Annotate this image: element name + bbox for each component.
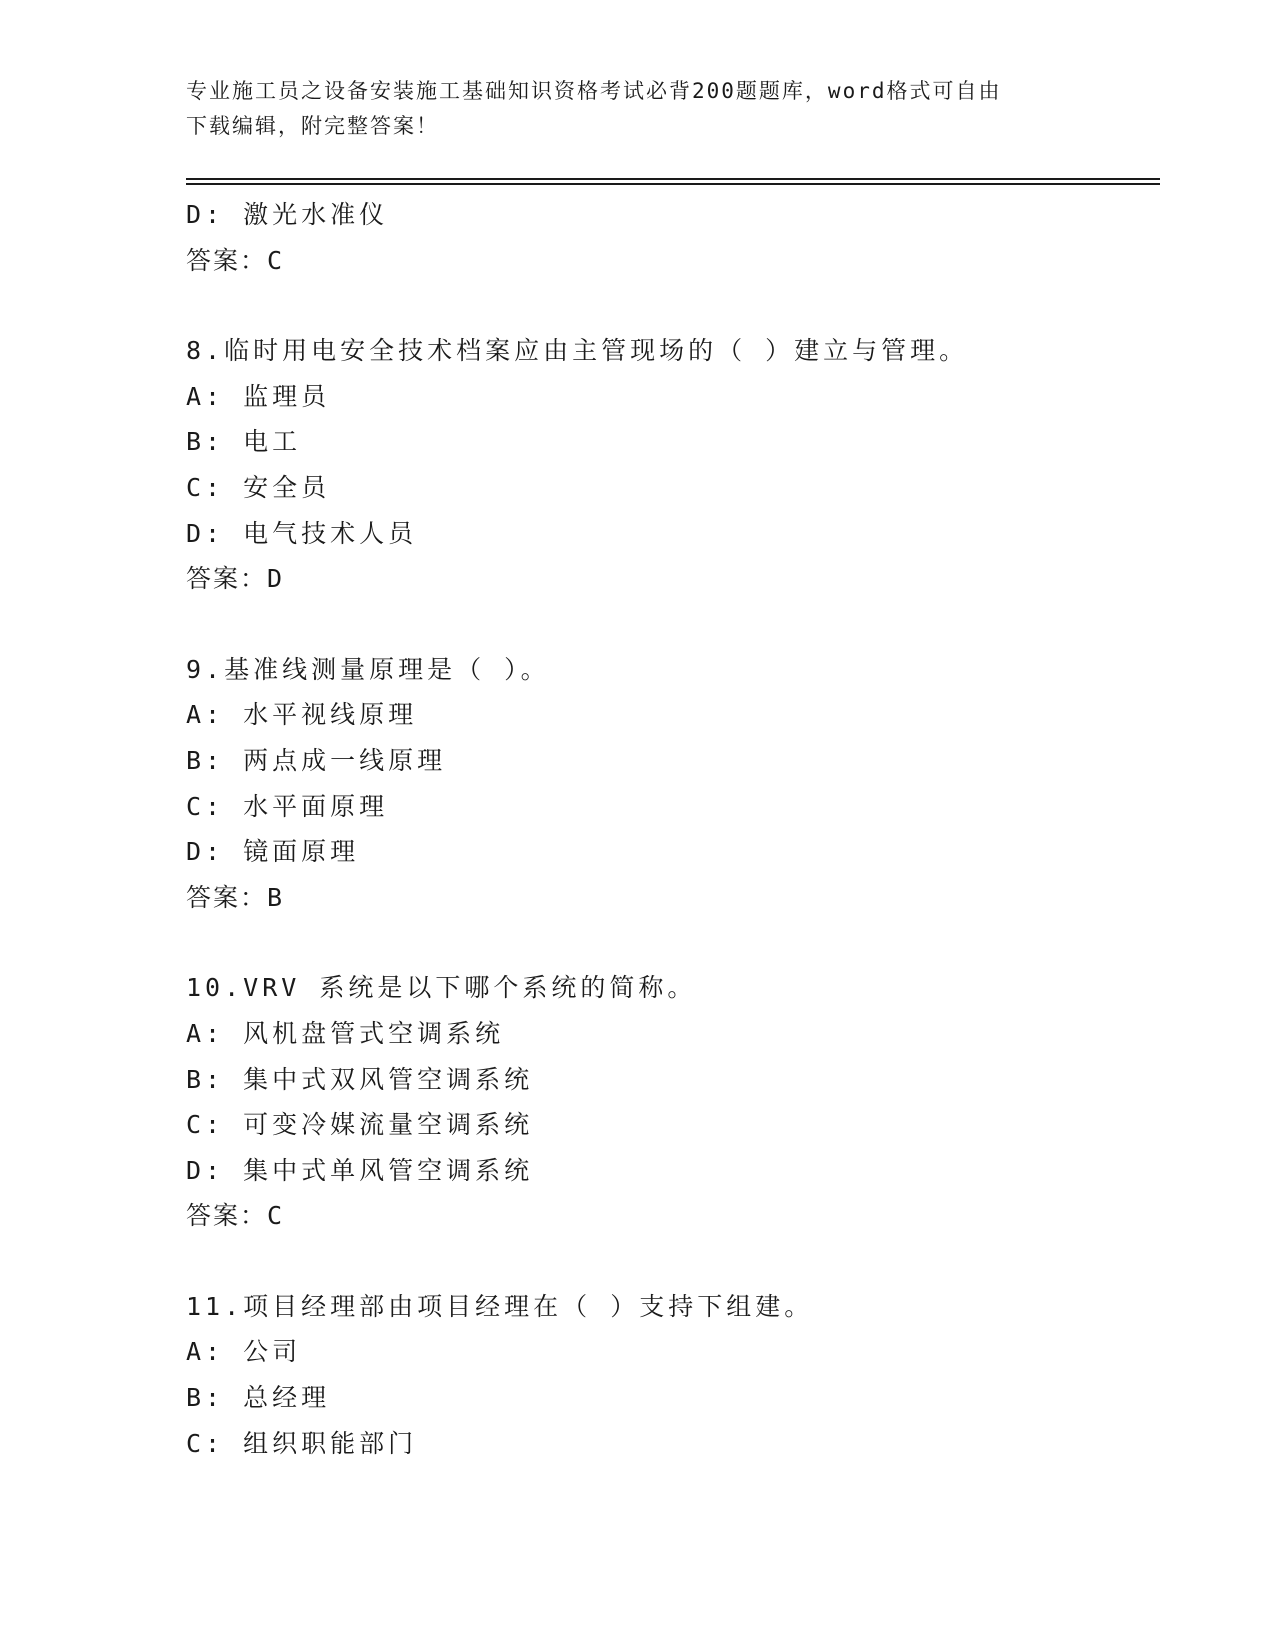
option-d: D: 集中式单风管空调系统 xyxy=(186,1155,534,1185)
option-a: A: 监理员 xyxy=(186,381,331,411)
option-b: B: 两点成一线原理 xyxy=(186,745,447,775)
question-stem: 11.项目经理部由项目经理在（ ）支持下组建。 xyxy=(186,1291,814,1321)
question-9 xyxy=(186,647,1160,921)
option-a: A: 公司 xyxy=(186,1337,302,1367)
header-divider-top xyxy=(186,178,1160,180)
answer-line: 答案：C xyxy=(186,1201,285,1231)
header-title-line-2: 下载编辑，附完整答案！ xyxy=(186,114,439,138)
answer-line: 答案：B xyxy=(186,882,285,912)
option-c: C: 可变冷媒流量空调系统 xyxy=(186,1110,534,1140)
option-c: C: 水平面原理 xyxy=(186,791,389,821)
question-11 xyxy=(186,1284,1160,1466)
header-title-line-1: 专业施工员之设备安装施工基础知识资格考试必背200题题库，word格式可自由 xyxy=(186,79,1002,103)
document-body xyxy=(186,192,1160,1466)
question-stem: 8.临时用电安全技术档案应由主管现场的（ ）建立与管理。 xyxy=(186,336,969,366)
question-10 xyxy=(186,965,1160,1239)
option-c: C: 安全员 xyxy=(186,472,331,502)
question-8 xyxy=(186,328,1160,602)
question-stem: 10.VRV 系统是以下哪个系统的简称。 xyxy=(186,973,697,1003)
option-d: D: 镜面原理 xyxy=(186,837,360,867)
option-b: B: 集中式双风管空调系统 xyxy=(186,1064,534,1094)
option-d: D: 激光水准仪 xyxy=(186,200,389,229)
header-divider-bottom xyxy=(186,183,1160,185)
option-a: A: 风机盘管式空调系统 xyxy=(186,1018,505,1048)
answer-line: 答案：D xyxy=(186,564,285,594)
document-header xyxy=(186,74,1086,144)
previous-question-tail xyxy=(186,192,1160,283)
option-b: B: 总经理 xyxy=(186,1383,331,1413)
option-c: C: 组织职能部门 xyxy=(186,1428,418,1458)
answer-line: 答案：C xyxy=(186,245,285,275)
option-a: A: 水平视线原理 xyxy=(186,700,418,730)
question-stem: 9.基准线测量原理是（ ）。 xyxy=(186,654,550,684)
option-d: D: 电气技术人员 xyxy=(186,518,418,548)
option-b: B: 电工 xyxy=(186,427,302,457)
